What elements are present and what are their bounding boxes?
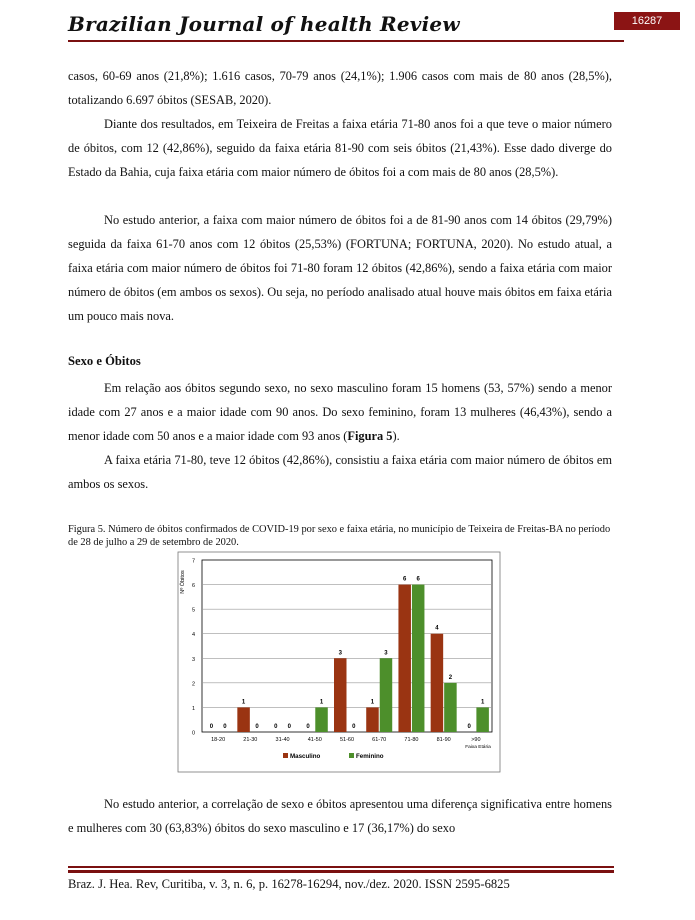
y-tick-label: 4	[191, 632, 195, 639]
data-label: 1	[480, 699, 485, 706]
data-label: 0	[306, 724, 310, 730]
x-tick-label: 71-80	[404, 737, 419, 743]
x-tick-label: >90	[471, 737, 481, 743]
section-paragraph-1-text: Em relação aos óbitos segundo sexo, no sexo masculino foram 15 homens (53, 57%) sendo a menor idade com 27 anos e a maior idade com 90 anos. Do sexo feminino, foram 13 mulheres (46,43%), sendo a menor idade com 50 anos e a maior idade com 93 anos (	[68, 381, 612, 444]
footer-rule-thick	[68, 870, 614, 873]
data-label: 2	[448, 674, 453, 681]
y-tick-label: 6	[191, 583, 195, 590]
body-paragraph-1	[68, 64, 612, 112]
x-tick-label: 81-90	[436, 737, 451, 743]
data-label: 3	[338, 650, 342, 657]
legend-label: Feminino	[356, 753, 384, 760]
legend-swatch	[283, 753, 288, 758]
data-label: 1	[319, 699, 324, 706]
x-tick-label: 18-20	[211, 737, 226, 743]
x-tick-label: 41-50	[307, 737, 322, 743]
legend-label: Masculino	[290, 753, 321, 760]
figure-5-reference: Figura 5	[347, 429, 393, 444]
data-label: 0	[209, 724, 214, 730]
x-tick-label: 31-40	[275, 737, 290, 743]
y-axis-label: Nº Óbitos	[180, 570, 186, 594]
section-heading: Sexo e Óbitos	[68, 354, 141, 368]
x-axis-label: Faixa Etária	[465, 745, 491, 750]
y-tick-label: 0	[191, 730, 195, 737]
body-paragraph-3	[68, 208, 612, 328]
section-paragraph-1-end: ).	[392, 429, 400, 444]
y-tick-label: 1	[191, 705, 195, 712]
x-tick-label: 51-60	[339, 737, 355, 743]
journal-title: Brazilian Journal of health Review	[68, 12, 460, 36]
data-label: 1	[370, 699, 375, 706]
y-tick-label: 2	[191, 681, 195, 688]
data-label: 6	[403, 576, 407, 583]
data-label: 0	[255, 724, 259, 730]
bar-masculino	[237, 707, 250, 732]
section-body	[68, 376, 612, 496]
bar-masculino	[398, 585, 411, 732]
bar-masculino	[366, 707, 379, 732]
section-paragraph-2: A faixa etária 71-80, teve 12 óbitos (42,86%), consistiu a faixa etária com maior número de óbitos em ambos os sexos.	[68, 453, 612, 492]
y-tick-label: 5	[191, 607, 195, 614]
data-label: 1	[241, 699, 246, 706]
page-number-badge: 16287	[614, 12, 680, 30]
legend-swatch	[349, 753, 354, 758]
data-label: 6	[416, 576, 420, 583]
footer-rule-thin	[68, 866, 614, 868]
bar-feminino	[444, 683, 457, 732]
bar-masculino	[431, 634, 444, 732]
data-label: 0	[274, 724, 278, 730]
final-paragraph	[68, 792, 612, 840]
footer-citation: Braz. J. Hea. Rev, Curitiba, v. 3, n. 6, p. 16278-16294, nov./dez. 2020. ISSN 2595-6825	[68, 877, 510, 891]
data-label: 0	[223, 724, 227, 730]
x-tick-label: 61-70	[372, 737, 387, 743]
data-label: 4	[435, 625, 439, 632]
bar-masculino	[334, 658, 347, 732]
bar-feminino	[380, 658, 393, 732]
y-tick-label: 7	[191, 558, 195, 565]
paragraph-3: No estudo anterior, a faixa com maior número de óbitos foi a de 81-90 anos com 14 óbitos (29,79%) seguida da faixa 61-70 anos com 12 óbitos (25,53%) (FORTUNA; FORTUNA, 2020). No estudo atual, a faixa etária com maior número de óbitos foi 71-80 foram 12 óbitos (42,86%), sendo a faixa etária com maior número de óbitos (em ambos os sexos). Ou seja, no período analisado atual houve mais óbitos em faixa etária um pouco mais nova.	[68, 213, 612, 324]
final-paragraph-text: No estudo anterior, a correlação de sexo e óbitos apresentou uma diferença significativa entre homens e mulheres com 30 (63,83%) óbitos do sexo masculino e 17 (36,17%) do sexo	[68, 797, 612, 836]
section-paragraph-1	[68, 376, 612, 448]
figure-5-chart	[176, 550, 504, 774]
data-label: 0	[467, 724, 471, 730]
y-tick-label: 3	[191, 656, 195, 663]
x-tick-label: 21-30	[243, 737, 258, 743]
data-label: 0	[287, 724, 291, 730]
figure-caption: Figura 5. Número de óbitos confirmados de COVID-19 por sexo e faixa etária, no município de Teixeira de Freitas-BA no período de 28 de julho a 29 de setembro de 2020.	[68, 524, 611, 548]
bar-feminino	[476, 707, 489, 732]
data-label: 3	[384, 650, 388, 657]
bar-feminino	[315, 707, 328, 732]
body-paragraph-2	[68, 112, 612, 184]
paragraph-1: casos, 60-69 anos (21,8%); 1.616 casos, 70-79 anos (24,1%); 1.906 casos com mais de 80 anos (28,5%), totalizando 6.697 óbitos (SESAB, 2020).	[68, 69, 612, 108]
bar-feminino	[412, 585, 425, 732]
header-rule	[68, 40, 624, 42]
data-label: 0	[352, 724, 356, 730]
bar-chart	[176, 550, 504, 774]
paragraph-2: Diante dos resultados, em Teixeira de Freitas a faixa etária 71-80 anos foi a que teve o maior número de óbitos, com 12 (42,86%), seguido da faixa etária 81-90 com seis óbitos (21,43%). Esse dado diverge do Estado da Bahia, cuja faixa etária com maior número de óbitos foi a com mais de 80 anos (28,5%).	[68, 117, 612, 180]
